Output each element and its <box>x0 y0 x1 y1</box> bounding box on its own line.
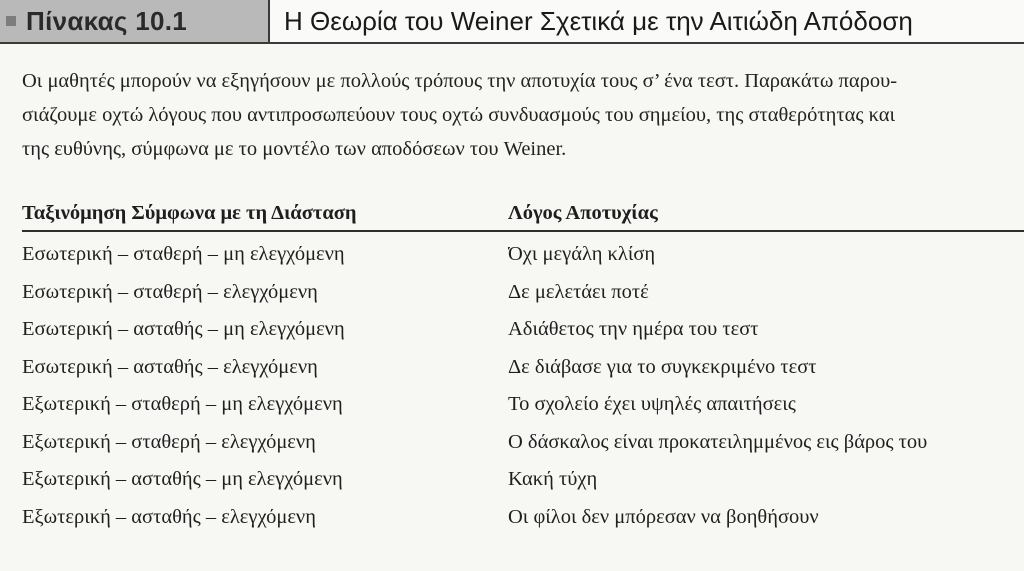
reason-cell: Οι φίλοι δεν μπόρεσαν να βοηθήσουν <box>508 505 819 528</box>
table-row <box>22 274 1024 312</box>
table-header-row <box>22 196 1024 232</box>
table-row <box>22 236 1024 274</box>
square-bullet-icon <box>6 16 16 26</box>
table-caption-bar <box>0 0 1024 44</box>
table-body <box>22 232 1024 536</box>
reason-cell: Δε διάβασε για το συγκεκριμένο τεστ <box>508 355 817 378</box>
reason-cell: Κακή τύχη <box>508 468 598 491</box>
table-number-text: Πίνακας 10.1 <box>26 5 188 36</box>
attribution-table <box>22 196 1024 536</box>
intro-line: σιάζουμε οχτώ λόγους που αντιπροσωπεύουν τους οχτώ συνδυασμούς του σημείου, της σταθερότητας και <box>22 104 895 126</box>
table-row <box>22 499 1024 537</box>
column-header-reason: Λόγος Αποτυχίας <box>508 201 658 224</box>
intro-line: της ευθύνης, σύμφωνα με το μοντέλο των αποδόσεων του Weiner. <box>22 138 567 160</box>
table-row <box>22 461 1024 499</box>
reason-cell: Αδιάθετος την ημέρα του τεστ <box>508 318 759 341</box>
table-row <box>22 311 1024 349</box>
classification-cell: Εξωτερική – ασταθής – ελεγχόμενη <box>22 505 316 528</box>
table-number-label <box>0 0 270 42</box>
table-row <box>22 349 1024 387</box>
intro-paragraph <box>22 64 1018 166</box>
reason-cell: Το σχολείο έχει υψηλές απαιτήσεις <box>508 393 796 416</box>
classification-cell: Εξωτερική – ασταθής – μη ελεγχόμενη <box>22 468 343 491</box>
classification-cell: Εσωτερική – σταθερή – μη ελεγχόμενη <box>22 243 345 266</box>
table-row <box>22 386 1024 424</box>
reason-cell: Ο δάσκαλος είναι προκατειλημμένος εις βάρος του <box>508 430 928 453</box>
intro-line: Οι μαθητές μπορούν να εξηγήσουν με πολλούς τρόπους την αποτυχία τους σ’ ένα τεστ. Παρακάτω παρου- <box>22 70 898 92</box>
classification-cell: Εξωτερική – σταθερή – ελεγχόμενη <box>22 430 316 453</box>
classification-cell: Εξωτερική – σταθερή – μη ελεγχόμενη <box>22 393 343 416</box>
classification-cell: Εσωτερική – ασταθής – ελεγχόμενη <box>22 355 318 378</box>
table-title: Η Θεωρία του Weiner Σχετικά με την Αιτιώδη Απόδοση <box>284 5 913 36</box>
reason-cell: Όχι μεγάλη κλίση <box>508 243 656 266</box>
table-row <box>22 424 1024 462</box>
classification-cell: Εσωτερική – σταθερή – ελεγχόμενη <box>22 280 318 303</box>
column-header-classification: Ταξινόμηση Σύμφωνα με τη Διάσταση <box>22 201 357 224</box>
classification-cell: Εσωτερική – ασταθής – μη ελεγχόμενη <box>22 318 345 341</box>
reason-cell: Δε μελετάει ποτέ <box>508 280 649 303</box>
